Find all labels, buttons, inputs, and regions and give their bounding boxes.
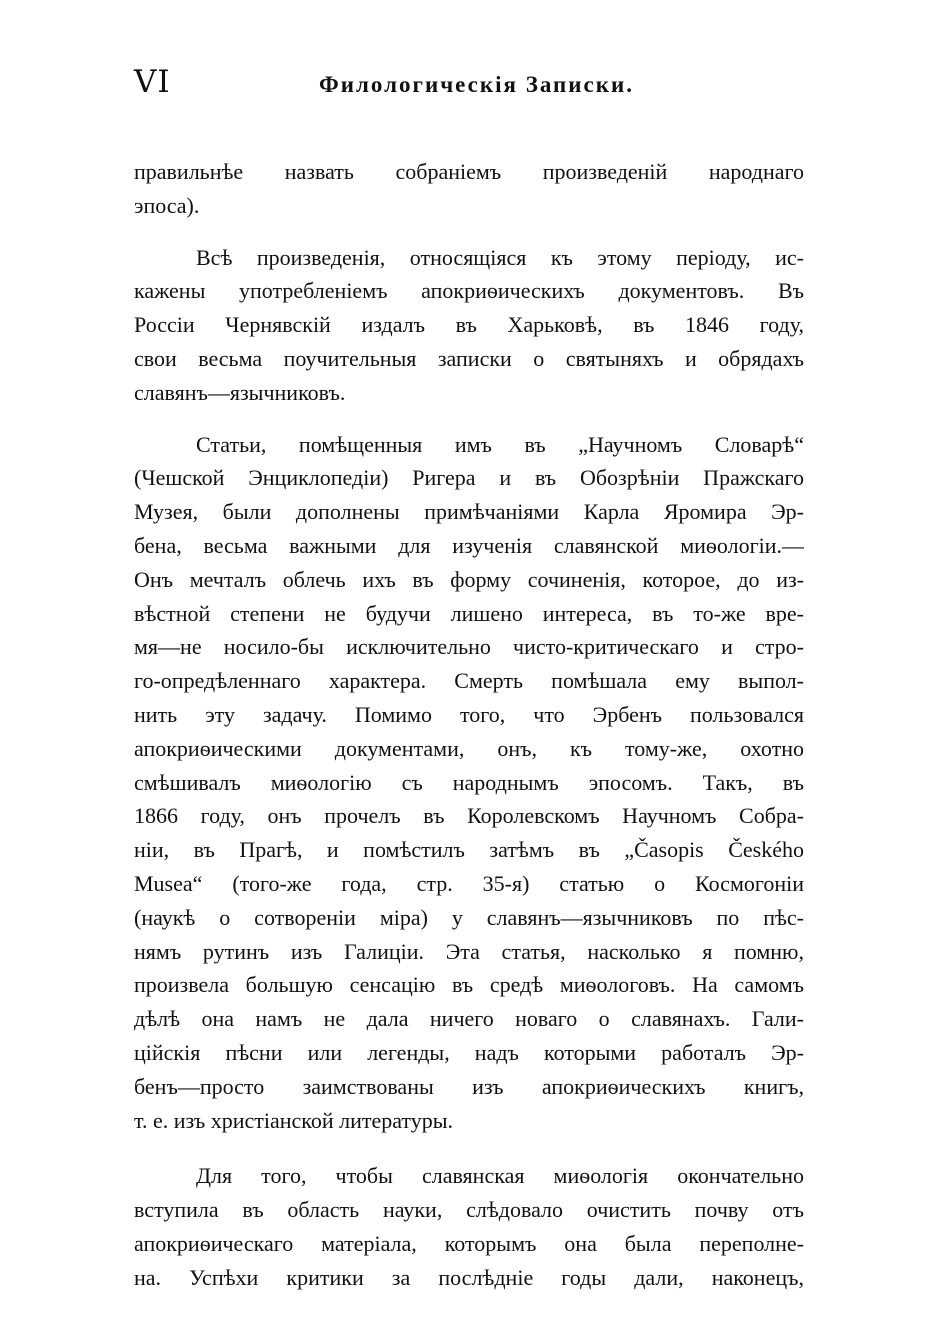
text-line: бенъ—просто заимствованы изъ апокриѳическихъ книгъ, — [134, 1073, 804, 1099]
text-line: (Чешской Энциклопедіи) Ригера и въ Обозрѣніи Пражскаго — [134, 465, 804, 491]
text-line: дѣлѣ она намъ не дала ничего новаго о славянахъ. Гали- — [134, 1006, 804, 1032]
text-line: апокриѳическими документами, онъ, къ тому-же, охотно — [134, 735, 804, 761]
text-line: бена, весьма важными для изученія славянской миѳологіи.— — [134, 532, 804, 558]
paragraph-4 — [134, 1159, 804, 1294]
text-line: Musea“ (того-же года, стр. 35-я) статью о Космогоніи — [134, 870, 804, 896]
page-header — [134, 64, 814, 104]
text-line: т. е. изъ христіанской литературы. — [134, 1107, 454, 1133]
text-line: правильнѣе назвать собраніемъ произведеній народнаго — [134, 159, 804, 184]
text-line: на. Успѣхи критики за послѣдніе годы дали, наконецъ, — [134, 1264, 804, 1290]
text-line: Всѣ произведенія, относящіяся къ этому періоду, ис- — [196, 244, 804, 270]
text-line: свои весьма поучительныя записки о святыняхъ и обрядахъ — [134, 345, 804, 371]
page-number: VI — [134, 64, 171, 100]
page-body — [134, 155, 804, 1295]
paragraph-2 — [134, 241, 804, 410]
text-line: Для того, чтобы славянская миѳологія окончательно — [196, 1163, 804, 1189]
text-line: Музея, были дополнены примѣчаніями Карла Яромира Эр- — [134, 499, 804, 525]
text-line: произвела большую сенсацію въ средѣ миѳологовъ. На самомъ — [134, 972, 804, 998]
running-title: Филологическія Записки. — [319, 72, 635, 97]
text-line: Онъ мечталъ облечь ихъ въ форму сочиненія, которое, до из- — [134, 566, 804, 592]
paragraph-3 — [134, 428, 804, 1138]
text-line: го-опредѣленнаго характера. Смерть помѣшала ему выпол- — [134, 668, 804, 694]
text-line: нить эту задачу. Помимо того, что Эрбенъ пользовался — [134, 701, 804, 727]
text-line: нямъ рутинъ изъ Галиціи. Эта статья, насколько я помню, — [134, 938, 804, 964]
text-line: (наукѣ о сотвореніи міра) у славянъ—язычниковъ по пѣс- — [134, 904, 804, 930]
text-line: эпоса). — [134, 192, 200, 218]
text-line: вѣстной степени не будучи лишено интереса, въ то-же вре- — [134, 600, 804, 626]
paragraph-1 — [134, 155, 804, 223]
text-line: кажены употребленіемъ апокриѳическихъ документовъ. Въ — [134, 278, 804, 304]
text-line: славянъ—язычниковъ. — [134, 379, 346, 405]
text-line: смѣшивалъ миѳологію съ народнымъ эпосомъ. Такъ, въ — [134, 769, 804, 795]
text-line: вступила въ область науки, слѣдовало очистить почву отъ — [134, 1197, 804, 1223]
text-line: Россіи Чернявскій издалъ въ Харьковѣ, въ 1846 году, — [134, 312, 804, 338]
text-line: апокриѳическаго матеріала, которымъ она была переполне- — [134, 1230, 804, 1256]
text-line: 1866 году, онъ прочелъ въ Королевскомъ Научномъ Собра- — [134, 803, 804, 829]
text-line: Статьи, помѣщенныя имъ въ „Научномъ Словарѣ“ — [196, 431, 804, 457]
text-line: мя—не носило-бы исключительно чисто-критическаго и стро- — [134, 634, 804, 660]
text-line: ційскія пѣсни или легенды, надъ которыми работалъ Эр- — [134, 1039, 804, 1065]
text-line: ніи, въ Прагѣ, и помѣстилъ затѣмъ въ „Časopis Českého — [134, 837, 804, 863]
